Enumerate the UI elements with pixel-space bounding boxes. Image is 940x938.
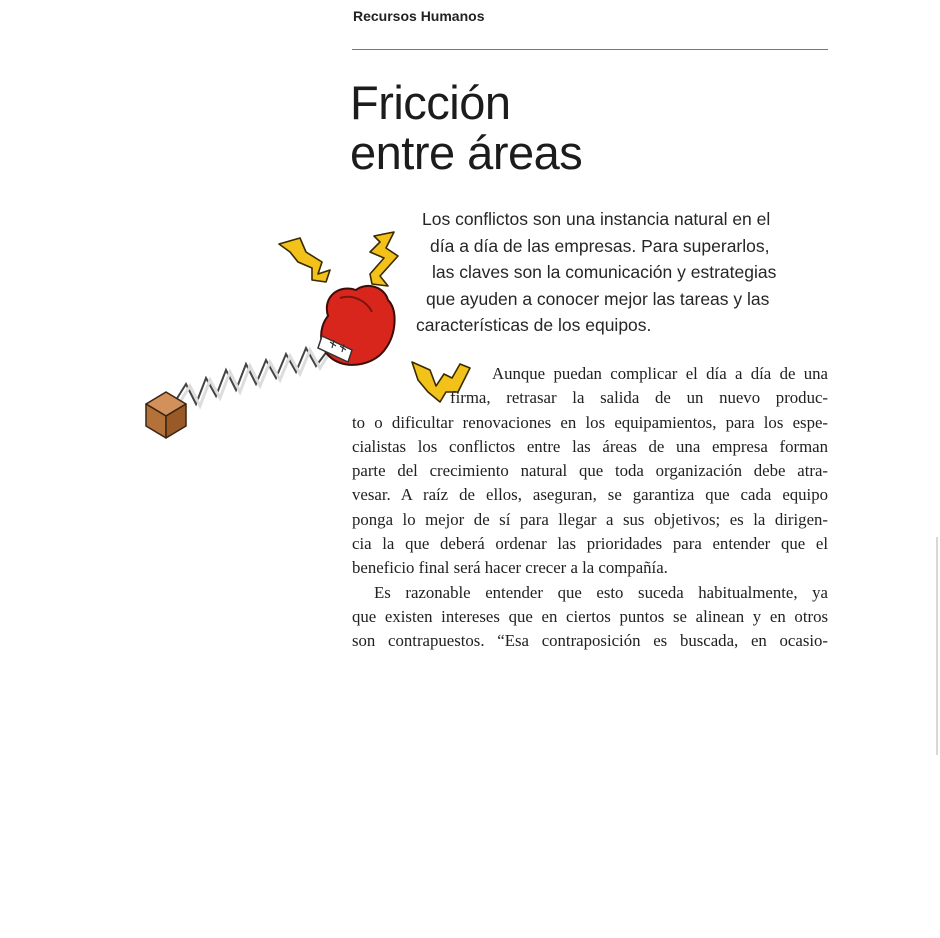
body-line: beneficio final será hacer crecer a la compañía. [352,558,668,578]
glove-icon [318,286,395,365]
lead-paragraph [414,206,834,339]
spring-icon [176,348,330,406]
title-line: Fricción [350,76,511,129]
body-line: ponga lo mejor de sí para llegar a sus objetivos; es la dirigen- [352,509,828,529]
title-line: entre áreas [350,126,583,179]
box-icon [146,392,186,438]
section-label: Recursos Humanos [353,8,485,24]
body-line: Aunque puedan complicar el día a día de una [492,364,828,383]
lead-line: las claves son la comunicación y estrategias [432,262,777,282]
body-line: son contrapuestos. “Esa contraposición es buscada, en ocasio- [352,631,828,651]
body-line: cialistas los conflictos entre las áreas de una empresa forman [352,436,828,456]
body-line: parte del crecimiento natural que toda organización debe atra- [352,461,828,481]
body-line: cia la que deberá ordenar las prioridades para entender que el [352,534,828,554]
lead-line: que ayuden a conocer mejor las tareas y las [426,288,770,309]
body-line: Es razonable entender que esto suceda habitualmente, ya [374,582,828,602]
lead-line: día a día de las empresas. Para superarlos, [430,235,770,256]
lead-line: características de los equipos. [416,315,652,335]
body-line: que existen intereses que en ciertos puntos se alinean y en otros [352,606,828,626]
lead-line: Los conflictos son una instancia natural en el [422,209,771,229]
body-line: to o dificultar renovaciones en los equipamientos, para los espe- [352,412,828,432]
page-edge-line [936,537,938,755]
body-text [352,362,828,654]
body-line: vesar. A raíz de ellos, aseguran, se garantiza que cada equipo [352,485,828,505]
body-line: firma, retrasar la salida de un nuevo produc- [450,388,828,408]
